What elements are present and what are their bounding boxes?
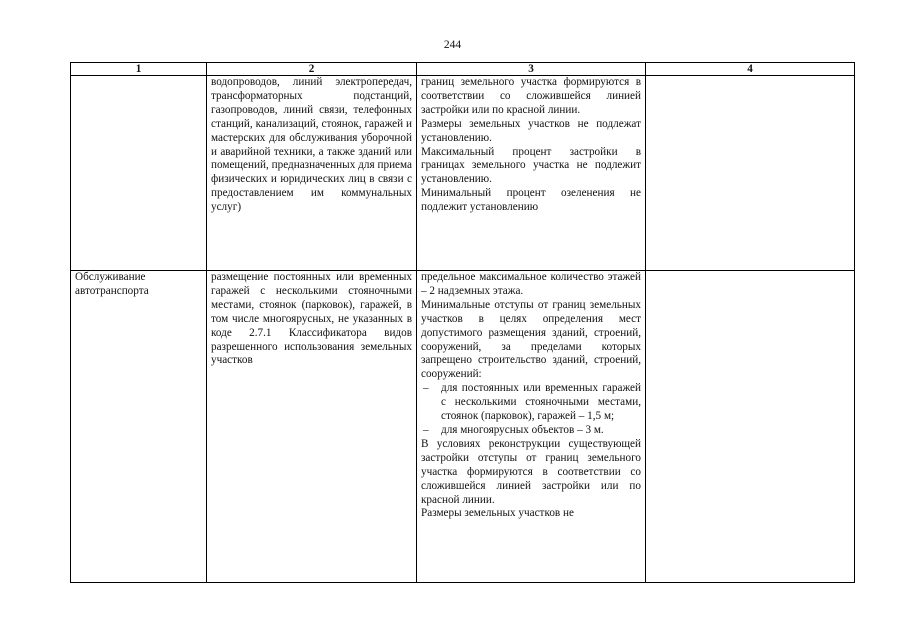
table-header-row <box>71 63 855 76</box>
column-header-4: 4 <box>646 63 855 76</box>
parameter-paragraph: предельное максимальное количество этажей – 2 надземных этажа. <box>421 271 641 297</box>
parameter-paragraph: В условиях реконструкции существующей застройки отступы от границ земельного участка формируются в соответствии со сложившейся линией застройки или по красной линии. <box>421 437 641 506</box>
cell-use-description: водопроводов, линий электропередач, трансформаторных подстанций, газопроводов, линий связи, телефонных станций, канализаций, стоянок, гаражей и мастерских для обслуживания уборочной и аварийной техники, а также зданий или помещений, предназначенных для приема физических и юридических лиц в связи с предоставлением им коммунальных услуг) <box>207 76 417 271</box>
cell-parameters <box>417 76 646 271</box>
column-header-2: 2 <box>207 63 417 76</box>
zoning-table <box>70 62 855 583</box>
cell-use-description: размещение постоянных или временных гаражей с несколькими стояночными местами, стоянок (парковок), гаражей, в том числе многоярусных, не указанных в коде 2.7.1 Классификатора видов разрешенного использования земельных участков <box>207 271 417 583</box>
table-row <box>71 76 855 271</box>
column-header-1: 1 <box>71 63 207 76</box>
cell-restrictions <box>646 76 855 271</box>
table-row <box>71 271 855 583</box>
parameter-paragraph: Минимальный процент озеленения не подлежит установлению <box>421 187 641 214</box>
column-header-3: 3 <box>417 63 646 76</box>
cell-use-type <box>71 76 207 271</box>
parameter-paragraph: Размеры земельных участков не <box>421 507 574 520</box>
list-item: – для многоярусных объектов – 3 м. <box>421 424 641 438</box>
cell-use-type: Обслуживание автотранспорта <box>71 271 207 583</box>
setback-list <box>421 382 641 438</box>
parameter-paragraph: Минимальные отступы от границ земельных участков в целях определения мест допустимого размещения зданий, строений, сооружений, за пределами которых запрещено строительство зданий, строений, сооружений: <box>421 298 641 381</box>
parameter-paragraph: Размеры земельных участков не подлежат установлению. <box>421 117 641 144</box>
page-number: 244 <box>443 39 462 51</box>
cell-parameters <box>417 271 646 583</box>
parameter-paragraph: границ земельного участка формируются в соответствии со сложившейся линией застройки или по красной линии. <box>421 76 641 116</box>
cell-restrictions <box>646 271 855 583</box>
parameter-paragraph: Максимальный процент застройки в границах земельного участка не подлежит установлению. <box>421 145 641 186</box>
list-item: – для постоянных или временных гаражей с несколькими стояночными местами, стоянок (парковок), гаражей – 1,5 м; <box>421 382 641 424</box>
